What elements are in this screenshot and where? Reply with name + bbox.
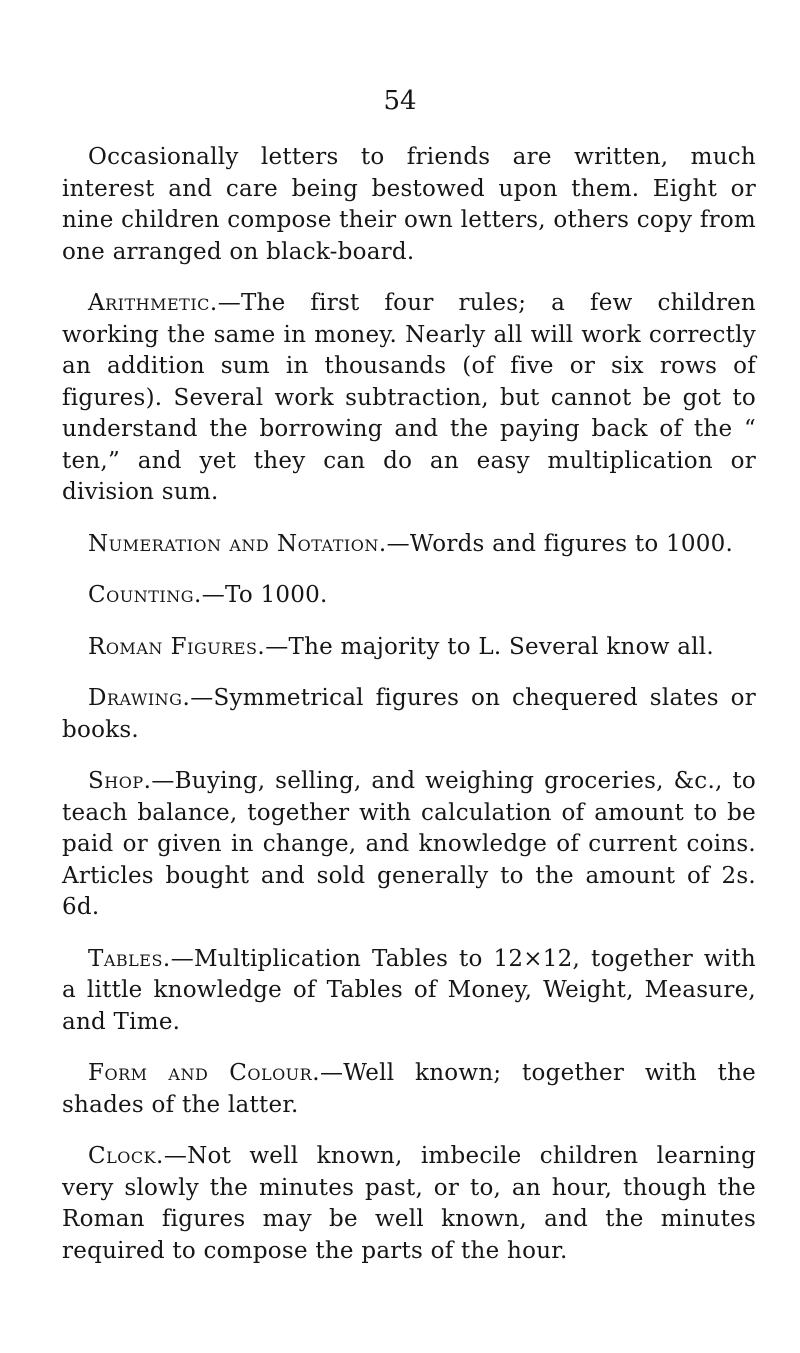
section-heading: Clock.: [88, 1143, 164, 1169]
paragraph-text: —Multiplication Tables to 12×12, together with a little knowledge of Tables of Money, Weight, Measure, and Time.: [62, 945, 756, 1035]
section-heading: Tables.: [88, 945, 171, 972]
section-heading: Arithmetic.: [88, 290, 218, 316]
section-heading: Drawing.: [88, 685, 191, 711]
paragraph-arithmetic: [62, 288, 756, 509]
paragraph-text: —Symmetrical figures on chequered slates or books.: [62, 685, 756, 743]
paragraph-form-colour: [62, 1058, 756, 1121]
section-heading: Shop.: [88, 768, 152, 794]
body-text: [62, 142, 756, 1287]
paragraph-tables: [62, 944, 756, 1039]
paragraph-letters: [62, 142, 756, 268]
section-heading: Numeration and Notation.: [88, 530, 387, 557]
paragraph-shop: [62, 766, 756, 924]
paragraph-text: —The majority to L. Several know all.: [265, 633, 714, 660]
paragraph-text: —Well known; together with the shades of the latter.: [62, 1060, 756, 1118]
paragraph-clock: [62, 1141, 756, 1267]
paragraph-text: —Not well known, imbecile children learning very slowly the minutes past, or to, an hour, though the Roman figures may be well known, and the minutes required to compose the parts of the hour.: [62, 1143, 756, 1264]
paragraph-drawing: [62, 683, 756, 746]
paragraph-text: —Buying, selling, and weighing groceries, &c., to teach balance, together with calculation of amount to be paid or given in change, and knowledge of current coins. Articles bought and sold generally to the amount of 2s. 6d.: [62, 768, 756, 920]
paragraph-counting: [62, 580, 756, 612]
section-heading: Counting.: [88, 582, 202, 608]
page-number: 54: [383, 86, 417, 116]
section-heading: Roman Figures.: [88, 633, 266, 660]
paragraph-text: —Words and figures to 1000.: [386, 530, 734, 557]
section-heading: Form and Colour.: [88, 1060, 321, 1086]
paragraph-text: —The first four rules; a few children working the same in money. Nearly all will work correctly an addition sum in thousands (of five or six rows of figures). Several work subtraction, but cannot be got to understand the borrowing and the paying back of the “ ten,” and yet they can do an easy multiplication or division sum.: [62, 290, 756, 505]
paragraph-numeration: [62, 529, 756, 561]
paragraph-text: —To 1000.: [201, 582, 328, 608]
paragraph-roman-figures: [62, 632, 756, 664]
paragraph-text: Occasionally letters to friends are written, much interest and care being bestowed upon them. Eight or nine children compose their own letters, others copy from one arranged on black-board.: [62, 144, 756, 265]
